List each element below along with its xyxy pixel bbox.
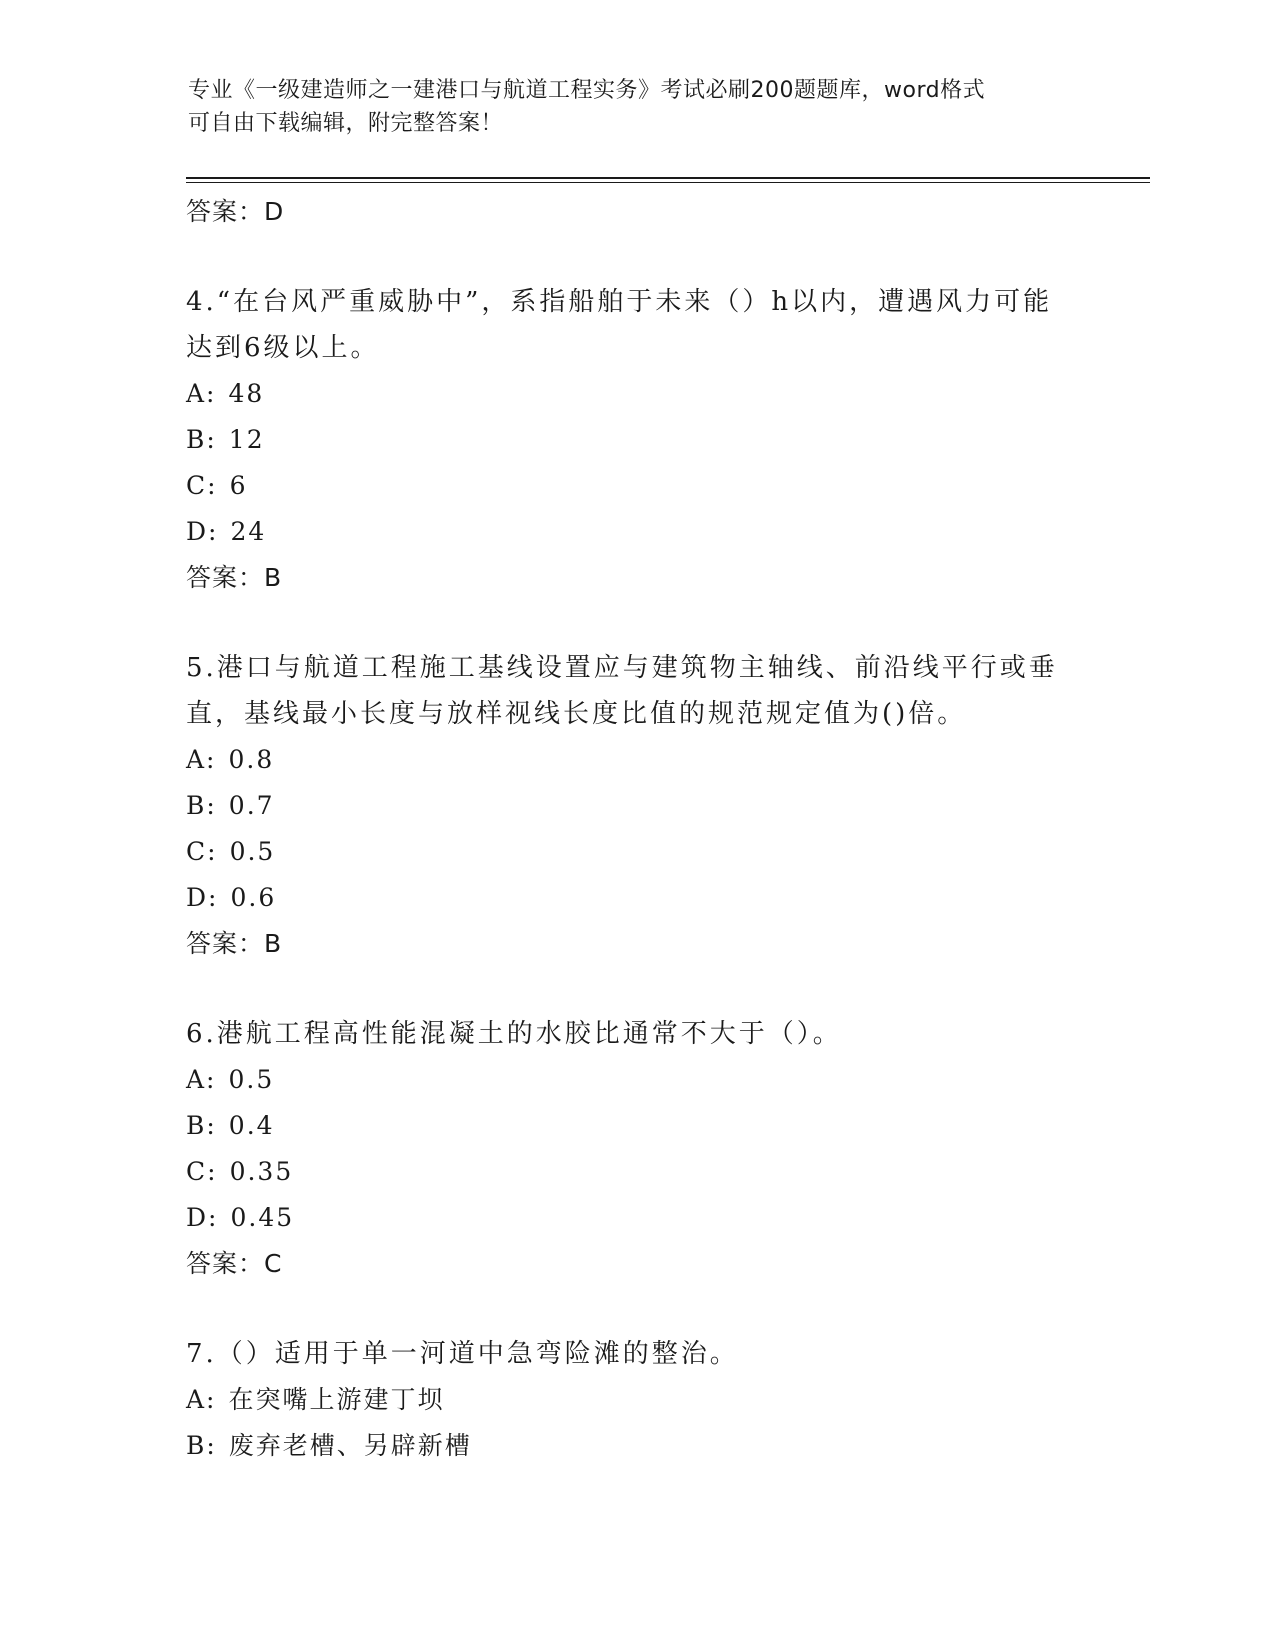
option-text: 0.35 <box>229 1157 294 1186</box>
option-key: D: <box>186 1203 219 1232</box>
question-stem <box>186 645 1086 737</box>
option-text: 0.45 <box>230 1203 295 1232</box>
answer-line: 答案：B <box>186 563 283 592</box>
question-stem <box>186 279 1086 371</box>
stem-line: 达到6级以上。 <box>186 333 380 363</box>
option-text: 24 <box>230 517 267 546</box>
header-line-2: 可自由下载编辑，附完整答案！ <box>188 111 504 136</box>
option-text: 12 <box>228 425 265 454</box>
option-key: A: <box>186 1385 217 1414</box>
option-key: B: <box>186 1111 217 1140</box>
option-text: 0.5 <box>228 1065 275 1094</box>
stem-line: 直，基线最小长度与放样视线长度比值的规范规定值为()倍。 <box>186 699 967 729</box>
option-text: 0.6 <box>230 883 277 912</box>
option-key: B: <box>186 791 217 820</box>
option-c <box>186 1149 1086 1195</box>
option-b <box>186 1103 1086 1149</box>
option-d <box>186 509 1086 555</box>
option-text: 0.7 <box>228 791 275 820</box>
option-c <box>186 829 1086 875</box>
option-a <box>186 1377 1086 1423</box>
option-text: 0.4 <box>228 1111 275 1140</box>
question-4 <box>186 279 1086 601</box>
question-5 <box>186 645 1086 967</box>
option-text: 0.8 <box>228 745 275 774</box>
option-d <box>186 875 1086 921</box>
document-body <box>186 189 1086 1469</box>
stem-line: 7.（）适用于单一河道中急弯险滩的整治。 <box>186 1339 739 1369</box>
option-key: A: <box>186 1065 217 1094</box>
question-stem <box>186 1011 1086 1057</box>
option-text: 在突嘴上游建丁坝 <box>228 1385 445 1414</box>
option-key: D: <box>186 883 219 912</box>
option-a <box>186 1057 1086 1103</box>
option-text: 0.5 <box>229 837 276 866</box>
option-text: 6 <box>229 471 248 500</box>
option-b <box>186 1423 1086 1469</box>
answer-line: 答案：D <box>186 197 285 226</box>
option-text: 废弃老槽、另辟新槽 <box>228 1431 472 1460</box>
option-key: C: <box>186 1157 218 1186</box>
option-b <box>186 417 1086 463</box>
option-key: D: <box>186 517 219 546</box>
header-divider-thin <box>186 182 1150 183</box>
answer-line: 答案：C <box>186 1249 283 1278</box>
option-c <box>186 463 1086 509</box>
option-d <box>186 1195 1086 1241</box>
option-a <box>186 371 1086 417</box>
option-key: A: <box>186 379 217 408</box>
question-stem <box>186 1331 1086 1377</box>
option-text: 48 <box>228 379 265 408</box>
question-6 <box>186 1011 1086 1287</box>
question-7 <box>186 1331 1086 1469</box>
option-a <box>186 737 1086 783</box>
option-key: B: <box>186 1431 217 1460</box>
stem-line: 4.“在台风严重威胁中”，系指船舶于未来（）h以内，遭遇风力可能 <box>186 287 1053 317</box>
option-key: C: <box>186 471 218 500</box>
option-key: B: <box>186 425 217 454</box>
option-b <box>186 783 1086 829</box>
header-line-1: 专业《一级建造师之一建港口与航道工程实务》考试必刷200题题库，word格式 <box>188 78 986 103</box>
option-key: C: <box>186 837 218 866</box>
header-divider-thick <box>186 177 1150 179</box>
option-key: A: <box>186 745 217 774</box>
document-header <box>188 74 1088 140</box>
stem-line: 6.港航工程高性能混凝土的水胶比通常不大于（）。 <box>186 1019 842 1049</box>
answer-line: 答案：B <box>186 929 283 958</box>
stem-line: 5.港口与航道工程施工基线设置应与建筑物主轴线、前沿线平行或垂 <box>186 653 1058 683</box>
